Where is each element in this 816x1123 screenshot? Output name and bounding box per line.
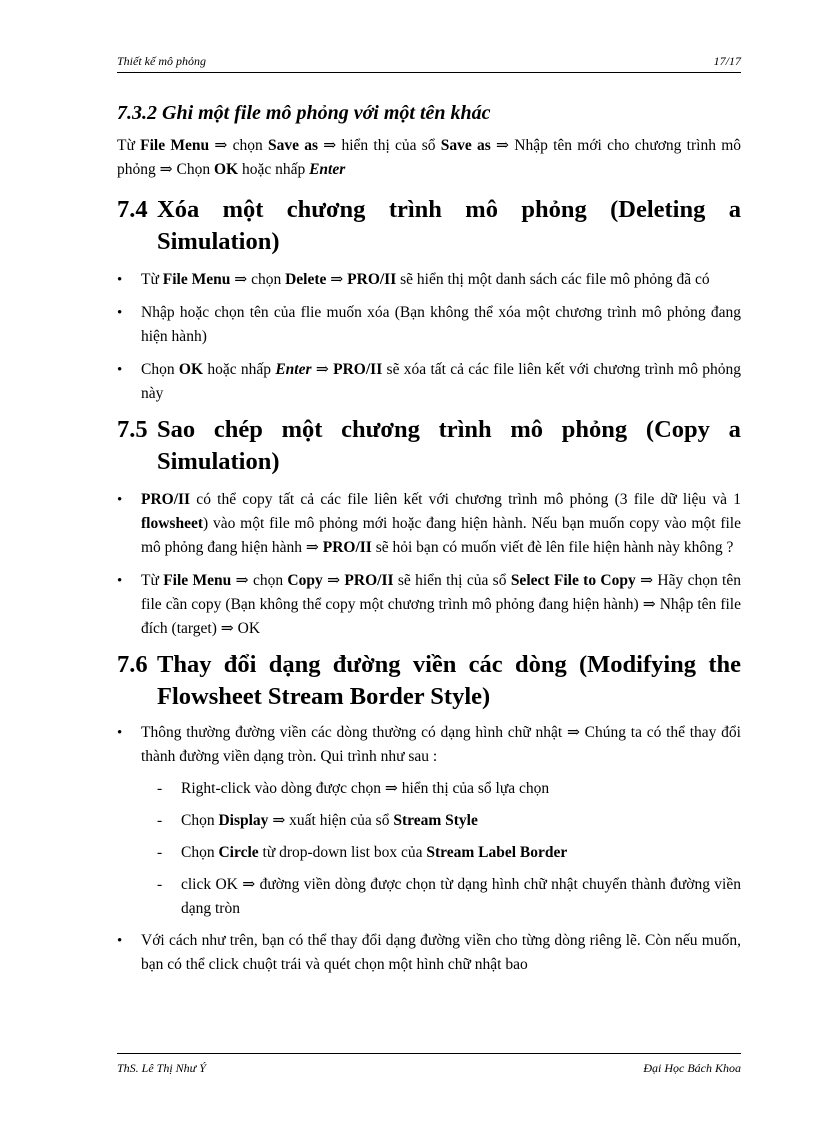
heading-word: chương [341,416,420,443]
heading-word: (Deleting [610,196,706,223]
list-item [117,358,741,406]
text-bold: Delete [285,271,327,288]
text: hoặc nhấp [203,361,276,378]
text-bold: Display [218,812,269,829]
heading-word: mô [510,416,544,443]
text-bold: Stream Style [393,812,478,829]
section-7-5-heading [117,414,741,478]
section-7-6-list [117,721,741,977]
heading-line: Simulation) [157,228,280,255]
heading-word: một [222,196,264,223]
text: click OK ⇒ đường viền dòng được chọn từ dạng hình chữ nhật chuyển thành đường viền dạng tròn [181,876,741,917]
heading-word: một [281,416,323,443]
heading-line: Thay đổi dạng đường viền các dòng (Modifying the [157,651,741,678]
text: sẽ hiển thị của sổ [393,572,511,589]
text: ⇒ hiển thị của sổ [317,137,441,154]
text: ⇒ chọn [230,271,286,288]
section-7-6-heading [117,649,741,713]
text: Chọn [181,812,219,829]
page-number: 17/17 [713,54,741,68]
heading-word: Sao [157,416,196,443]
heading-word: phỏng [561,416,628,443]
text: ⇒ Nhập tên mới cho chương trình mô phỏng ⇒ Chọn [117,137,742,178]
text-bold: Circle [218,844,259,861]
text: Thông thường đường viền các dòng thường có dạng hình chữ nhật ⇒ Chúng ta có thể thay đổi thành đường viền dạng tròn. Qui trình như sau : [141,724,741,765]
heading-word: a [728,196,741,223]
section-7-4-heading [117,194,741,258]
heading-word: a [728,416,741,443]
sub-list-item [117,873,741,921]
text: hoặc nhấp [238,161,310,178]
section-7-3-2-paragraph [117,134,741,182]
text-bold: OK [178,361,204,378]
text-bold: PRO/II [347,271,397,288]
heading-word: Xóa [157,196,200,223]
page-content [117,96,741,977]
heading-word: trình [388,196,442,223]
section-7-4-list [117,268,741,406]
heading-word: mô [465,196,498,223]
page-header [117,50,741,73]
heading-word: (Copy [645,416,710,443]
text: ⇒ [322,572,345,589]
text: Chọn [181,844,219,861]
text: Từ [141,271,163,288]
text-bold: PRO/II [333,361,383,378]
text-bold: File Menu [162,271,231,288]
heading-word: phỏng [521,196,587,223]
text-bold: flowsheet [141,515,203,532]
list-item [117,569,741,641]
text-bold: Save as [267,137,318,154]
text-bold-italic: Enter [309,161,346,178]
text-bold: Select File to Copy [510,572,636,589]
sub-list [117,777,741,921]
page-footer [117,1053,741,1078]
text: ⇒ Hãy chọn tên file cần copy (Bạn không thể copy một chương trình mô phỏng đang hiện hành) ⇒ Nhập tên file đích (target) ⇒ OK [141,572,741,637]
text: sẽ hỏi bạn có muốn viết đè lên file hiện hành này không ? [371,539,734,556]
text: Với cách như trên, bạn có thể thay đổi dạng đường viền cho từng dòng riêng lẽ. Còn nếu muốn, bạn có thể click chuột trái và quét chọn một hình chữ nhật bao [141,932,741,973]
text-bold: File Menu [140,137,210,154]
text: Right-click vào dòng được chọn ⇒ hiển thị của sổ lựa chọn [181,780,550,797]
list-item [117,929,741,977]
text: ⇒ chọn [209,137,268,154]
heading-line: Flowsheet Stream Border Style) [157,683,491,710]
heading-word: trình [438,416,492,443]
text: Từ [117,137,141,154]
text: ) vào một file mô phỏng mới hoặc đang hiện hành. Nếu bạn muốn copy vào một file mô phỏng đang hiện hành ⇒ [141,515,741,556]
section-7-3-2-heading: 7.3.2 Ghi một file mô phỏng với một tên khác [117,102,491,124]
text-bold: File Menu [163,572,232,589]
text: ⇒ [326,271,348,288]
heading-word: chép [213,416,263,443]
text: ⇒ chọn [231,572,288,589]
text: sẽ hiển thị một danh sách các file mô phỏng đã có [396,271,710,288]
sub-list-item [117,809,741,833]
section-number: 7.5 [117,416,148,443]
text-bold: PRO/II [322,539,372,556]
text-bold: PRO/II [141,491,191,508]
text: Chọn [141,361,179,378]
list-item [117,721,741,921]
section-number: 7.6 [117,651,148,678]
heading-line: Simulation) [157,448,280,475]
section-number: 7.4 [117,196,148,223]
heading-word: chương [286,196,366,223]
text: có thể copy tất cả các file liên kết với chương trình mô phỏng (3 file dữ liệu và 1 [190,491,741,508]
list-item [117,268,741,292]
list-item [117,488,741,560]
text: từ drop-down list box của [258,844,427,861]
sub-list-item [117,777,741,801]
footer-institution: Đại Học Bách Khoa [643,1061,741,1075]
text: Từ [141,572,164,589]
section-7-5-list [117,488,741,641]
footer-author: ThS. Lê Thị Như Ý [117,1061,206,1075]
sub-list-item [117,841,741,865]
text-bold: Copy [287,572,323,589]
text: Nhập hoặc chọn tên của flie muốn xóa (Bạn không thể xóa một chương trình mô phỏng đang hiện hành) [141,304,741,345]
text-bold-italic: Enter [275,361,312,378]
text-bold: OK [213,161,239,178]
header-title: Thiết kế mô phỏng [117,54,206,68]
text-bold: Stream Label Border [426,844,568,861]
text: ⇒ xuất hiện của sổ [268,812,394,829]
text-bold: Save as [440,137,491,154]
text-bold: PRO/II [344,572,394,589]
text: ⇒ [311,361,334,378]
list-item [117,301,741,349]
text: sẽ xóa tất cả các file liên kết với chương trình mô phỏng này [141,361,742,402]
